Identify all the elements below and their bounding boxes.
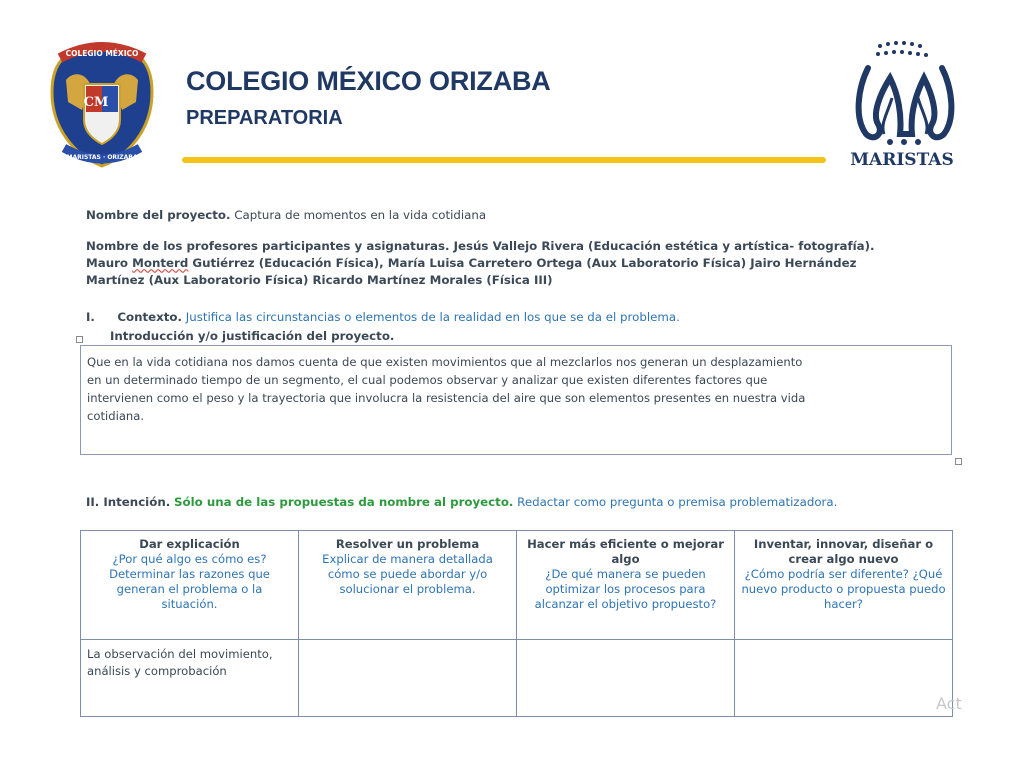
context-line: en un determinado tiempo de un segmento, el cual podemos observar y analizar que existen diferentes factores que <box>87 372 768 387</box>
activation-watermark: Act <box>936 694 962 713</box>
maristas-logo <box>840 38 970 170</box>
intention-header-cell <box>517 531 735 640</box>
teachers-line2-misspelled: Monterd <box>132 256 189 271</box>
section2-heading <box>86 495 837 509</box>
teachers-line3: Martínez (Aux Laboratorio Física) Ricardo Martínez Morales (Física III) <box>86 273 553 288</box>
column-desc: ¿Por qué algo es cómo es? Determinar las razones que generan el problema o la situación. <box>109 552 270 612</box>
school-title: COLEGIO MÉXICO ORIZABA <box>186 66 551 96</box>
intention-header-row <box>81 531 953 640</box>
school-subtitle: PREPARATORIA <box>186 107 343 129</box>
teachers-line2-a: Mauro <box>86 256 129 271</box>
answer-cell[interactable] <box>299 640 517 717</box>
header-accent-rule <box>182 157 826 163</box>
textbox-resize-handle[interactable] <box>76 336 83 343</box>
section1-numeral: I. <box>86 310 95 324</box>
context-textbox[interactable] <box>80 345 952 455</box>
column-desc: ¿De qué manera se pueden optimizar los procesos para alcanzar el objetivo propuesto? <box>534 567 717 612</box>
intention-answer-row <box>81 640 953 717</box>
project-name-line <box>86 208 486 222</box>
column-title: Dar explicación <box>139 537 240 551</box>
teachers-label: Nombre de los profesores participantes y asignaturas. <box>86 239 450 253</box>
section1-desc: Justifica las circunstancias o elementos de la realidad en los que se da el problema. <box>185 310 680 324</box>
intention-header-cell <box>299 531 517 640</box>
context-line: intervienen como el peso y la trayectoria que involucra la resistencia del aire que son elementos presentes en nuestra vida <box>87 390 806 405</box>
answer-cell[interactable] <box>517 640 735 717</box>
project-name-label: Nombre del proyecto. <box>86 208 231 222</box>
section1-label: Contexto. <box>117 310 183 324</box>
column-title: Resolver un problema <box>335 537 480 551</box>
column-desc: ¿Cómo podría ser diferente? ¿Qué nuevo producto o propuesta puedo hacer? <box>741 567 946 612</box>
section2-green-note: Sólo una de las propuestas da nombre al proyecto. <box>173 495 514 509</box>
crest-bottom-text: MARISTAS · ORIZABA <box>66 154 138 161</box>
section1-subtitle: Introducción y/o justificación del proyecto. <box>110 329 395 343</box>
answer-cell[interactable]: La observación del movimiento, análisis y comprobación <box>81 640 299 717</box>
answer-cell[interactable] <box>735 640 953 717</box>
intention-header-cell <box>735 531 953 640</box>
section1-heading <box>86 310 680 324</box>
column-title: Inventar, innovar, diseñar o crear algo nuevo <box>753 537 934 567</box>
section2-desc: Redactar como pregunta o premisa problematizadora. <box>517 495 838 509</box>
intention-table <box>80 530 953 717</box>
teachers-line1: Jesús Vallejo Rivera (Educación estética y artística- fotografía). <box>453 239 875 253</box>
column-title: Hacer más eficiente o mejorar algo <box>527 537 724 567</box>
crest-top-text: COLEGIO MÉXICO <box>65 49 139 58</box>
project-name-value: Captura de momentos en la vida cotidiana <box>234 208 487 222</box>
textbox-resize-handle[interactable] <box>955 458 962 465</box>
teachers-line2-c: Gutiérrez (Educación Física), María Luisa Carretero Ortega (Aux Laboratorio Física) Jairo Hernández <box>192 256 857 271</box>
maristas-brand-text: MARISTAS <box>850 150 954 170</box>
context-line: cotidiana. <box>87 408 145 423</box>
teachers-block <box>86 238 966 289</box>
colegio-mexico-crest-logo <box>46 40 158 170</box>
crest-initials: CM <box>83 95 109 110</box>
intention-header-cell <box>81 531 299 640</box>
context-line: Que en la vida cotidiana nos damos cuenta de que existen movimientos que al mezclarlos nos generan un desplazamiento <box>87 355 803 369</box>
section2-label: II. Intención. <box>86 495 171 509</box>
column-desc: Explicar de manera detallada cómo se puede abordar y/o solucionar el problema. <box>322 552 493 597</box>
